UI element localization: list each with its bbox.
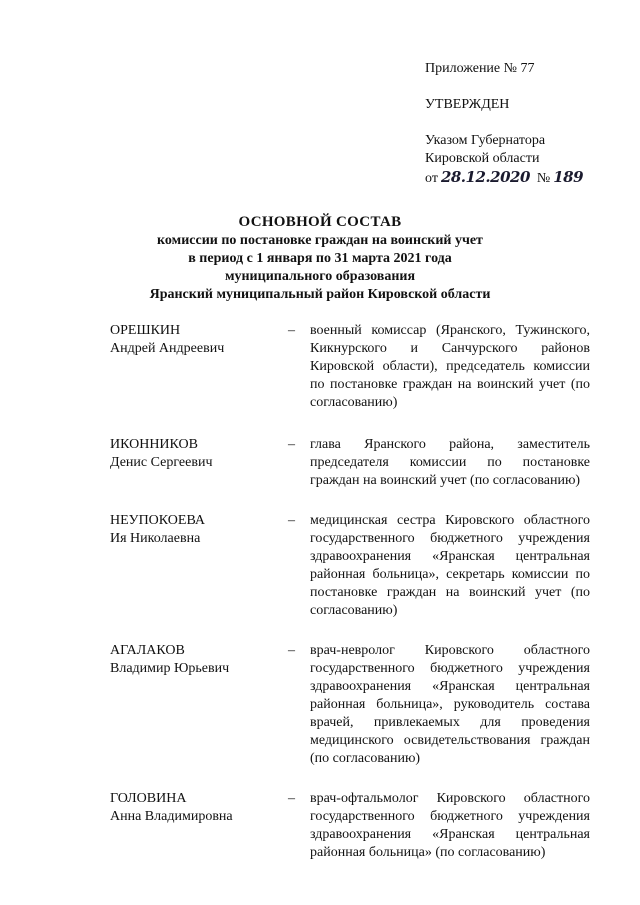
decree-line-1: Указом Губернатора [425, 133, 546, 148]
member-given-name: Денис Сергеевич [110, 455, 213, 470]
member-given-name: Андрей Андреевич [110, 341, 225, 356]
member-role: врач-невролог Кировского областного государственного бюджетного учреждения здравоохранения «Яранская центральная районная больница», руководитель состава врачей, привлекаемых для проведения медицинского освидетельствования граждан (по согласованию) [310, 643, 590, 766]
member-role: глава Яранского района, заместитель председателя комиссии по постановке граждан на воинский учет (по согласованию) [310, 437, 590, 488]
member-dash: – [288, 643, 295, 658]
member-name [110, 642, 288, 768]
member-surname: НЕУПОКОЕВА [110, 513, 206, 528]
approved-label: УТВЕРЖДЕН [425, 97, 510, 112]
member-name [110, 436, 288, 490]
title-main: ОСНОВНОЙ СОСТАВ [238, 214, 402, 230]
member-row [110, 512, 590, 620]
member-dash: – [288, 437, 295, 452]
member-dash: – [288, 791, 295, 806]
member-surname: ИКОННИКОВ [110, 437, 198, 452]
member-given-name: Ия Николаевна [110, 531, 201, 546]
member-row [110, 322, 590, 412]
member-row [110, 642, 590, 768]
handwritten-date: 28.12.2020 [440, 168, 530, 186]
member-surname: ГОЛОВИНА [110, 791, 187, 806]
member-list [110, 322, 590, 862]
member-given-name: Анна Владимировна [110, 809, 233, 824]
title-line-4: Яранский муниципальный район Кировской области [149, 287, 491, 302]
member-dash: – [288, 513, 295, 528]
member-row [110, 436, 590, 490]
member-surname: ОРЕШКИН [110, 323, 181, 338]
member-dash: – [288, 323, 295, 338]
title-line-1: комиссии по постановке граждан на воинский учет [157, 233, 483, 248]
appendix-number: Приложение № 77 [425, 61, 535, 76]
member-role: военный комиссар (Яранского, Тужинского, Кикнурского и Санчурского районов Кировской области), председатель комиссии по постановке граждан на воинский учет (по согласованию) [310, 323, 590, 410]
member-role: медицинская сестра Кировского областного государственного бюджетного учреждения здравоохранения «Яранская центральная районная больница», секретарь комиссии по постановке граждан на воинский учет (по согласованию) [310, 513, 590, 618]
member-surname: АГАЛАКОВ [110, 643, 185, 658]
number-label: № [536, 171, 551, 186]
decree-date-line [425, 168, 625, 188]
title-line-2: в период с 1 января по 31 марта 2021 года [188, 251, 452, 266]
handwritten-number: 189 [553, 168, 584, 186]
approval-header [425, 60, 625, 188]
member-given-name: Владимир Юрьевич [110, 661, 230, 676]
from-label: от [425, 171, 438, 186]
member-role: врач-офтальмолог Кировского областного государственного бюджетного учреждения здравоохранения «Яранская центральная районная больница» (по согласованию) [310, 791, 590, 860]
member-name [110, 322, 288, 412]
document-title [40, 212, 600, 304]
member-name [110, 790, 288, 862]
title-line-3: муниципального образования [224, 269, 416, 284]
member-name [110, 512, 288, 620]
decree-line-2: Кировской области [425, 151, 540, 166]
member-row [110, 790, 590, 862]
